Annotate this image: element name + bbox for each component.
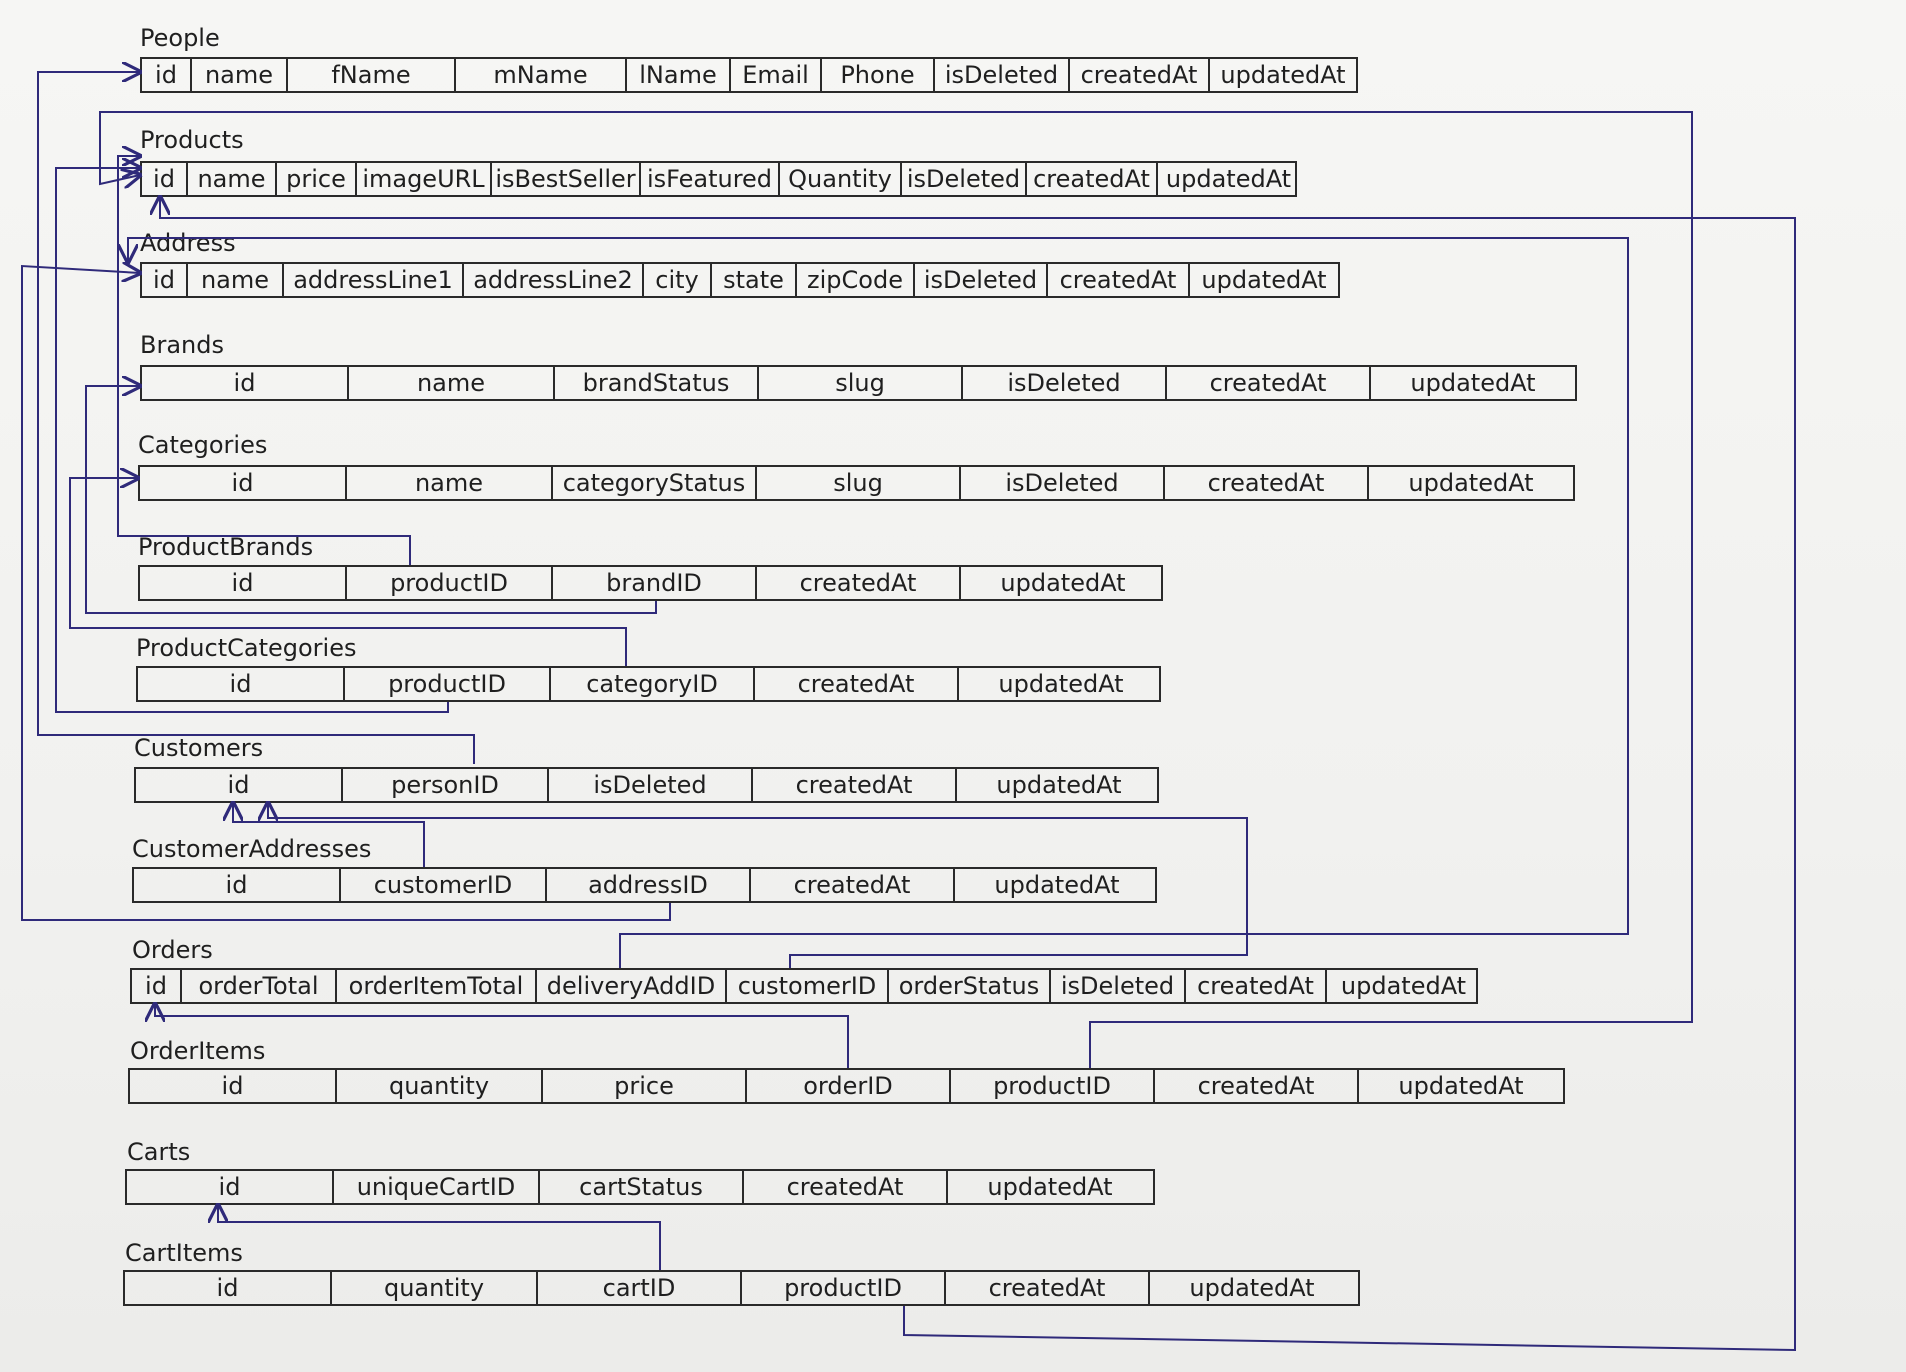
table-title-customeraddresses: CustomerAddresses (132, 835, 372, 863)
column-cell: isFeatured (641, 163, 780, 195)
column-cell: updatedAt (996, 771, 1122, 799)
column-cell: productID (347, 567, 553, 599)
column-cell: id (142, 163, 188, 195)
link-orderitems-product-to-products (100, 112, 1692, 1068)
column-cell: id (142, 367, 349, 399)
column-cell: uniqueCartID (334, 1171, 540, 1203)
column-cell: id (130, 1070, 337, 1102)
column-cell: id (127, 1171, 334, 1203)
column-cell: updatedAt (1201, 266, 1327, 294)
column-cell: deliveryAddID (537, 970, 727, 1002)
column-cell: addressLine1 (284, 264, 464, 296)
column-cell: updatedAt (987, 1173, 1113, 1201)
column-cell: price (543, 1070, 747, 1102)
link-cartitems-product-to-products (160, 197, 1795, 1350)
column-cell: lName (627, 59, 731, 91)
table-title-address: Address (140, 229, 236, 257)
link-orders-customer-to-customers (268, 803, 1247, 968)
column-cell: createdAt (1155, 1070, 1359, 1102)
column-cell: fName (288, 59, 456, 91)
table-title-cartitems: CartItems (125, 1239, 243, 1267)
column-cell: updatedAt (994, 871, 1120, 899)
column-cell: categoryStatus (553, 467, 757, 499)
table-title-productbrands: ProductBrands (138, 533, 314, 561)
table-title-carts: Carts (127, 1138, 191, 1166)
column-cell: Email (731, 59, 822, 91)
column-cell: imageURL (357, 163, 492, 195)
column-cell: city (644, 264, 712, 296)
column-cell: isDeleted (961, 467, 1165, 499)
column-cell: customerID (727, 970, 889, 1002)
column-cell: id (138, 668, 345, 700)
column-cell: updatedAt (1410, 369, 1536, 397)
column-cell: updatedAt (1220, 61, 1346, 89)
column-cell: customerID (341, 869, 547, 901)
column-cell: id (132, 970, 182, 1002)
link-productbrands-brand-to-brands (86, 386, 656, 613)
column-cell: id (142, 59, 192, 91)
column-cell: state (712, 264, 797, 296)
column-cell: name (192, 59, 288, 91)
column-cell: createdAt (757, 567, 961, 599)
column-cell: createdAt (744, 1171, 948, 1203)
link-orders-delivery-to-address (128, 238, 1628, 968)
column-cell: orderTotal (182, 970, 337, 1002)
column-cell: orderItemTotal (337, 970, 537, 1002)
column-cell: quantity (332, 1272, 538, 1304)
column-cell: id (140, 567, 347, 599)
column-cell: isDeleted (963, 367, 1167, 399)
column-cell: name (188, 163, 277, 195)
column-cell: updatedAt (1398, 1072, 1524, 1100)
column-cell: createdAt (1070, 59, 1210, 91)
column-cell: productID (951, 1070, 1155, 1102)
column-cell: cartID (538, 1272, 742, 1304)
column-cell: price (277, 163, 357, 195)
column-cell: isDeleted (935, 59, 1070, 91)
table-title-categories: Categories (138, 431, 268, 459)
table-title-products: Products (140, 126, 244, 154)
column-cell: createdAt (946, 1272, 1150, 1304)
column-cell: slug (759, 367, 963, 399)
column-cell: createdAt (1186, 970, 1327, 1002)
link-orderitems-order-to-orders (155, 1004, 848, 1068)
table-title-productcategories: ProductCategories (136, 634, 357, 662)
column-cell: updatedAt (1340, 972, 1467, 1000)
column-cell: id (125, 1272, 332, 1304)
column-cell: isBestSeller (492, 163, 641, 195)
column-cell: slug (757, 467, 961, 499)
column-cell: isDeleted (549, 769, 753, 801)
column-cell: cartStatus (540, 1171, 744, 1203)
column-cell: categoryID (551, 668, 755, 700)
column-cell: updatedAt (1165, 165, 1292, 193)
column-cell: createdAt (1048, 264, 1190, 296)
column-cell: name (188, 264, 284, 296)
column-cell: id (140, 467, 347, 499)
column-cell: zipCode (797, 264, 915, 296)
column-cell: brandStatus (555, 367, 759, 399)
link-productcategories-category-to-categories (70, 478, 626, 666)
column-cell: id (134, 869, 341, 901)
column-cell: orderStatus (889, 970, 1051, 1002)
link-customeraddresses-customer-to-customers (233, 803, 424, 867)
column-cell: updatedAt (1408, 469, 1534, 497)
column-cell: mName (456, 59, 627, 91)
table-title-customers: Customers (134, 734, 264, 762)
table-title-brands: Brands (140, 331, 224, 359)
column-cell: productID (742, 1272, 946, 1304)
column-cell: isDeleted (915, 264, 1048, 296)
table-title-orderitems: OrderItems (130, 1037, 266, 1065)
column-cell: orderID (747, 1070, 951, 1102)
column-cell: productID (345, 668, 551, 700)
column-cell: updatedAt (1189, 1274, 1315, 1302)
column-cell: isDeleted (902, 163, 1027, 195)
column-cell: createdAt (751, 869, 955, 901)
column-cell: quantity (337, 1070, 543, 1102)
column-cell: id (136, 769, 343, 801)
column-cell: createdAt (755, 668, 959, 700)
column-cell: id (142, 264, 188, 296)
column-cell: isDeleted (1051, 970, 1186, 1002)
column-cell: createdAt (1027, 163, 1158, 195)
column-cell: updatedAt (998, 670, 1124, 698)
column-cell: createdAt (1167, 367, 1371, 399)
column-cell: name (347, 467, 553, 499)
column-cell: createdAt (753, 769, 957, 801)
column-cell: personID (343, 769, 549, 801)
column-cell: brandID (553, 567, 757, 599)
link-customers-person-to-people (38, 72, 474, 764)
column-cell: Quantity (780, 163, 902, 195)
link-productcategories-product-to-products (56, 168, 448, 712)
column-cell: name (349, 367, 555, 399)
column-cell: addressID (547, 869, 751, 901)
link-cartitems-cart-to-carts (218, 1205, 660, 1270)
column-cell: createdAt (1165, 467, 1369, 499)
column-cell: Phone (822, 59, 935, 91)
column-cell: addressLine2 (464, 264, 644, 296)
column-cell: updatedAt (1000, 569, 1126, 597)
table-title-orders: Orders (132, 936, 213, 964)
table-title-people: People (140, 24, 220, 52)
